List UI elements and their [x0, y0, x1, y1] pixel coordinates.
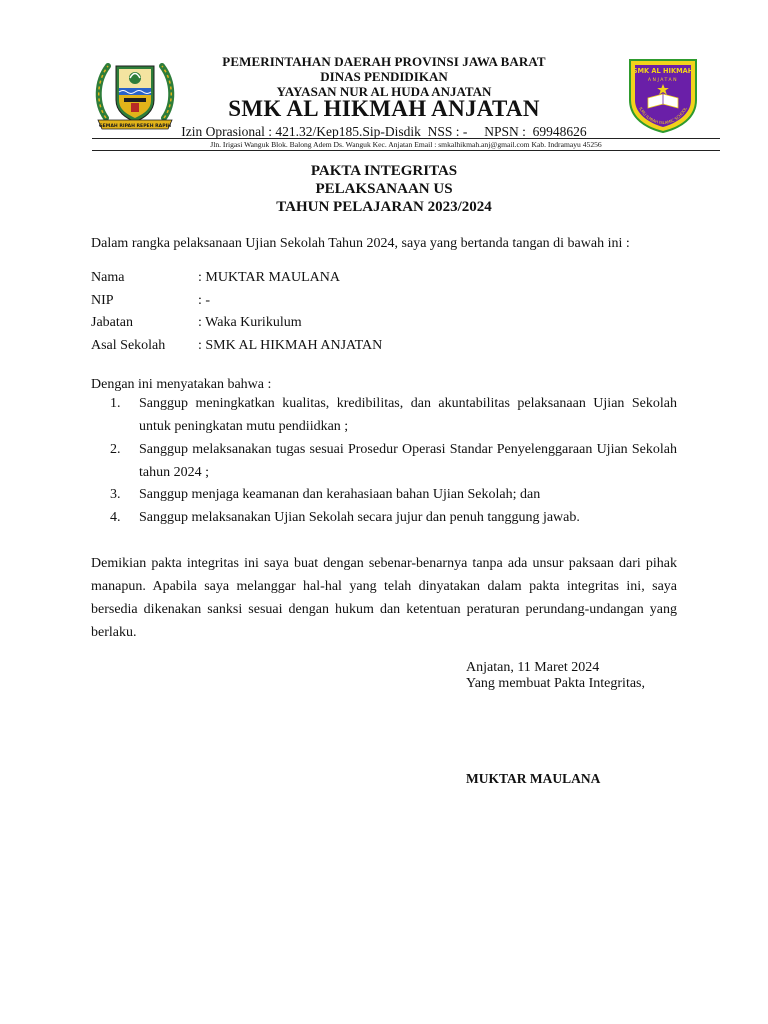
identity-value-name: : MUKTAR MAULANA: [198, 270, 340, 285]
intro-paragraph: Dalam rangka pelaksanaan Ujian Sekolah Tahun 2024, saya yang bertanda tangan di bawah ini :: [91, 236, 630, 251]
operational-license-line: Izin Oprasional : 421.32/Kep185.Sip-Disdik NSS : - NPSN : 69948626: [181, 124, 587, 139]
statement-number: 3.: [110, 487, 121, 502]
statement-number: 1.: [110, 396, 121, 411]
svg-text:SMK AL HIKMAH: SMK AL HIKMAH: [632, 67, 694, 75]
statement-item: Sanggup melaksanakan Ujian Sekolah secara jujur dan penuh tanggung jawab.: [139, 510, 580, 525]
identity-label-position: Jabatan: [91, 315, 133, 330]
school-emblem-icon: [626, 54, 700, 134]
svg-text:ILMU ILMIAH ISLAMIC SCHOOL: ILMU ILMIAH ISLAMIC SCHOOL: [638, 106, 688, 126]
statement-item: Sanggup meningkatkan kualitas, kredibilitas, dan akuntabilitas pelaksanaan Ujian Sekolah untuk peningkatan mutu pendiidkan ;: [139, 396, 677, 434]
school-address-line: Jln. Irigasi Wanguk Blok. Balong Adem Ds. Wanguk Kec. Anjatan Email : smkalhikmah.anj@gmail.com Kab. Indramayu 45256: [210, 140, 602, 149]
statement-item: Sanggup melaksanakan tugas sesuai Prosedur Operasi Standar Penyelenggaraan Ujian Sekolah tahun 2024 ;: [139, 442, 677, 480]
signatory-name: MUKTAR MAULANA: [466, 771, 601, 786]
svg-text:ANJATAN: ANJATAN: [647, 78, 679, 83]
identity-label-school: Asal Sekolah: [91, 338, 166, 353]
identity-value-school: : SMK AL HIKMAH ANJATAN: [198, 338, 383, 353]
svg-text:GEMAH RIPAH REPEH RAPIH: GEMAH RIPAH REPEH RAPIH: [98, 124, 172, 129]
identity-label-name: Nama: [91, 270, 125, 285]
identity-value-nip: : -: [198, 293, 211, 308]
signature-role: Yang membuat Pakta Integritas,: [466, 676, 645, 691]
statement-number: 2.: [110, 442, 121, 457]
signature-place-date: Anjatan, 11 Maret 2024: [466, 660, 600, 675]
statement-intro: Dengan ini menyatakan bahwa :: [91, 377, 272, 392]
document-title: PAKTA INTEGRITAS: [310, 163, 458, 179]
identity-value-position: : Waka Kurikulum: [198, 315, 302, 330]
letterhead-divider-bottom: [92, 150, 720, 151]
school-name-heading: SMK AL HIKMAH ANJATAN: [228, 96, 540, 121]
statement-item: Sanggup menjaga keamanan dan kerahasiaan bahan Ujian Sekolah; dan: [139, 487, 541, 502]
identity-label-nip: NIP: [91, 293, 114, 308]
foundation-heading: YAYASAN NUR AL HUDA ANJATAN: [276, 84, 492, 99]
department-heading: DINAS PENDIDIKAN: [320, 69, 448, 84]
academic-year-title: TAHUN PELAJARAN 2023/2024: [276, 199, 492, 215]
letterhead-divider-top: [92, 138, 720, 139]
statement-number: 4.: [110, 510, 121, 525]
document-subtitle: PELAKSANAAN US: [315, 181, 453, 197]
closing-paragraph: Demikian pakta integritas ini saya buat dengan sebenar-benarnya tanpa ada unsur paksaan dari pihak manapun. Apabila saya melanggar hal-hal yang telah dinyatakan dalam pakta integritas ini, saya bersedia dikenakan sanksi sesuai dengan hukum dan ketentuan peraturan perundang-undangan yang berlaku.: [91, 556, 677, 640]
government-heading: PEMERINTAHAN DAERAH PROVINSI JAWA BARAT: [222, 54, 546, 69]
